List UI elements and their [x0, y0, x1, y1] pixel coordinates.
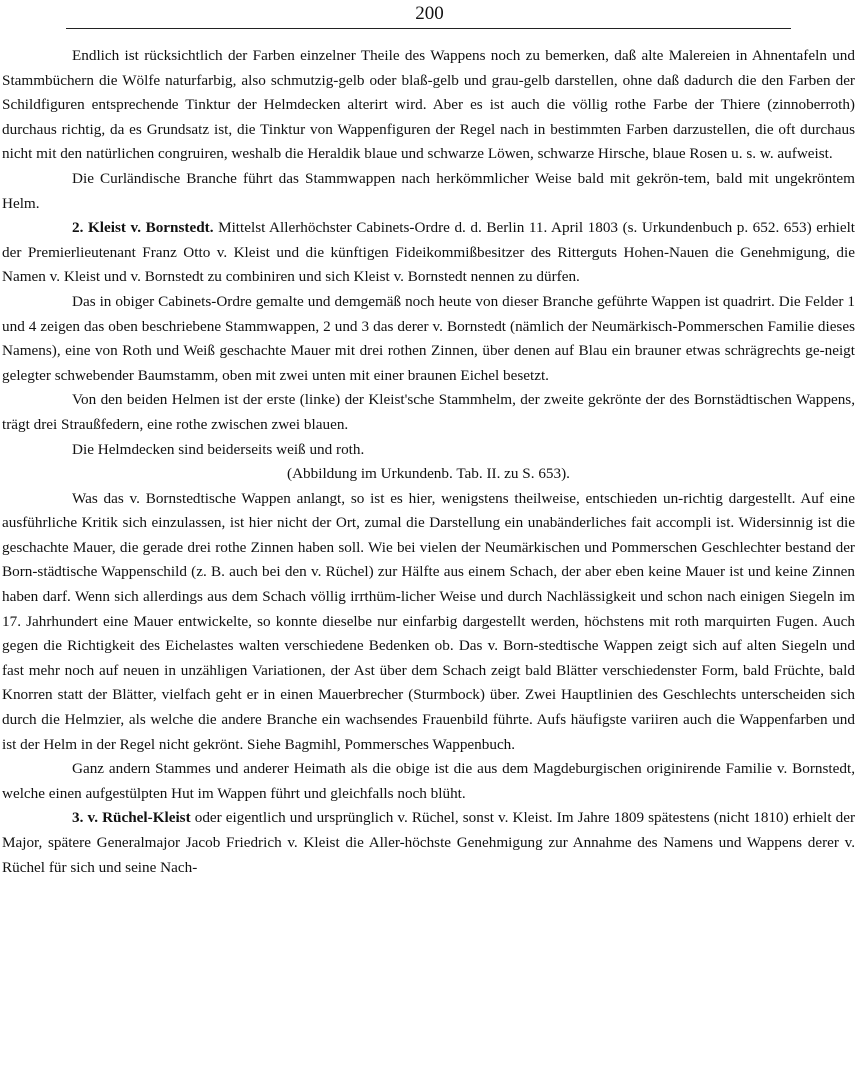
paragraph-text: Die Helmdecken sind beiderseits weiß und roth. — [72, 440, 365, 458]
paragraph-kleist-bornstedt — [2, 216, 855, 290]
paragraph-bornstedt-critique — [2, 487, 855, 758]
paragraph-mantling — [2, 438, 855, 463]
paragraph-text: Ganz andern Stammes und anderer Heimath als die obige ist die aus dem Magdeburgischen originirende Familie v. Bornstedt, welche einen aufgestülpten Hut im Wappen führt und gleichfalls noch blüht. — [2, 760, 855, 802]
paragraph-text: Von den beiden Helmen ist der erste (linke) der Kleist'sche Stammhelm, der zweite gekrönte der des Bornstädtischen Wappens, trägt drei Straußfedern, eine rothe zwischen zwei blauen. — [2, 391, 855, 433]
paragraph-text: Das in obiger Cabinets-Ordre gemalte und demgemäß noch heute von dieser Branche geführte Wappen ist quadrirt. Die Felder 1 und 4 zeigen das oben beschriebene Stammwappen, 2 und 3 das derer v. Bornstedt (nämlich der Neumärkisch-Pommerschen Familie dieses Namens), eine von Roth und Weiß geschachte Mauer mit drei rothen Zinnen, über denen auf Blau ein brauner etwas schrägrechts ge-neigt gelegter schwebender Baumstamm, oben mit zwei unten mit einer braunen Eichel besetzt. — [2, 292, 855, 384]
paragraph-text: Endlich ist rücksichtlich der Farben einzelner Theile des Wappens noch zu bemerken, daß alte Malereien in Ahnentafeln und Stammbüchern die Wölfe naturfarbig, also schmutzig-gelb oder blaß-gelb und grau-gelb darstellen, ohne daß dadurch die den Farben der Schildfiguren entsprechende Tinktur der Helmdecken alterirt wird. Aber es ist auch die völlig rothe Farbe der Thiere (zinnoberroth) durchaus richtig, da es Grundsatz ist, die Tinktur von Wappenfiguren der Regel nach in bestimmten Farben darzustellen, die oft durchaus nicht mit den natürlichen congruiren, weshalb die Heraldik blaue und schwarze Löwen, schwarze Hirsche, blaue Rosen u. s. w. aufweist. — [2, 47, 855, 163]
paragraph-ruechel-kleist — [2, 806, 855, 880]
page-number: 200 — [415, 3, 444, 24]
paragraph-curland-branch — [2, 167, 855, 216]
caption-text: (Abbildung im Urkundenb. Tab. II. zu S. 653). — [287, 465, 570, 483]
paragraph-helmets — [2, 388, 855, 437]
section-heading: 3. v. Rüchel-Kleist — [72, 809, 191, 827]
figure-reference — [2, 462, 855, 487]
section-heading: 2. Kleist v. Bornstedt. — [72, 219, 214, 237]
paragraph-colors-note — [2, 44, 855, 167]
paragraph-text: Was das v. Bornstedtische Wappen anlangt, so ist es hier, wenigstens theilweise, entschieden un-richtig dargestellt. Auf eine ausführliche Kritik sich einzulassen, ist hier nicht der Ort, zumal die Darstellung ein unabänderliches fait accompli ist. Widersinnig ist die geschachte Mauer, die gerade drei rothe Zinnen haben soll. Wie bei vielen der Neumärkischen und Pommerschen Geschlechter bestand der Born-städtische Wappenschild (z. B. auch bei den v. Rüchel) zur Hälfte aus einem Schach, der aber eben keine Mauer ist und keine Zinnen haben darf. Wenn sich allerdings aus dem Schach völlig irrthüm-licher Weise und durch Nachlässigkeit und schon nach einigen Siegeln im 17. Jahrhundert eine Mauer entwickelte, so konnte dieselbe nur einfarbig dargestellt werden, höchstens mit roth marquirten Fugen. Auch gegen die Richtigkeit des Eichelastes walten verschiedene Bedenken ob. Das v. Born-stedtische Wappen zeigt sich auf alten Siegeln und fast mehr noch auf neuen in unzähligen Variationen, der Ast über dem Schach zeigt bald Blätter verschiedenster Form, bald Früchte, bald Knorren statt der Blätter, vielfach geht er in einen Mauerbrecher (Sturmbock) über. Zwei Hauptlinien des Geschlechts unterscheiden sich durch die Helmzier, als welche die andere Branche ein wachsendes Frauenbild führte. Aufs häufigste variiren auch die Wappenfarben und ist der Helm in der Regel nicht gekrönt. Siehe Bagmihl, Pommersches Wappenbuch. — [2, 489, 855, 753]
header-rule — [66, 28, 791, 29]
paragraph-text: Die Curländische Branche führt das Stammwappen nach herkömmlicher Weise bald mit gekrön-tem, bald mit ungekröntem Helm. — [2, 169, 855, 212]
body-text — [2, 44, 855, 880]
paragraph-text: oder eigentlich und ursprünglich v. Rüchel, sonst v. Kleist. Im Jahre 1809 spätestens (nicht 1810) erhielt der Major, spätere Generalmajor Jacob Friedrich v. Kleist die Aller-höchste Genehmigung zur Annahme des Namens und Wappens derer v. Rüchel für sich und seine Nach- — [2, 809, 856, 876]
paragraph-magdeburg-family — [2, 757, 855, 806]
paragraph-text: Mittelst Allerhöchster Cabinets-Ordre d. d. Berlin 11. April 1803 (s. Urkundenbuch p. 652. 653) erhielt der Premierlieutenant Franz Otto v. Kleist und die künftigen Fideikommißbesitzer des Ritterguts Hohen-Nauen die Genehmigung, die Namen v. Kleist und v. Bornstedt zu combiniren und sich Kleist v. Bornstedt nennen zu dürfen. — [2, 219, 856, 286]
paragraph-quartered-arms — [2, 290, 855, 388]
